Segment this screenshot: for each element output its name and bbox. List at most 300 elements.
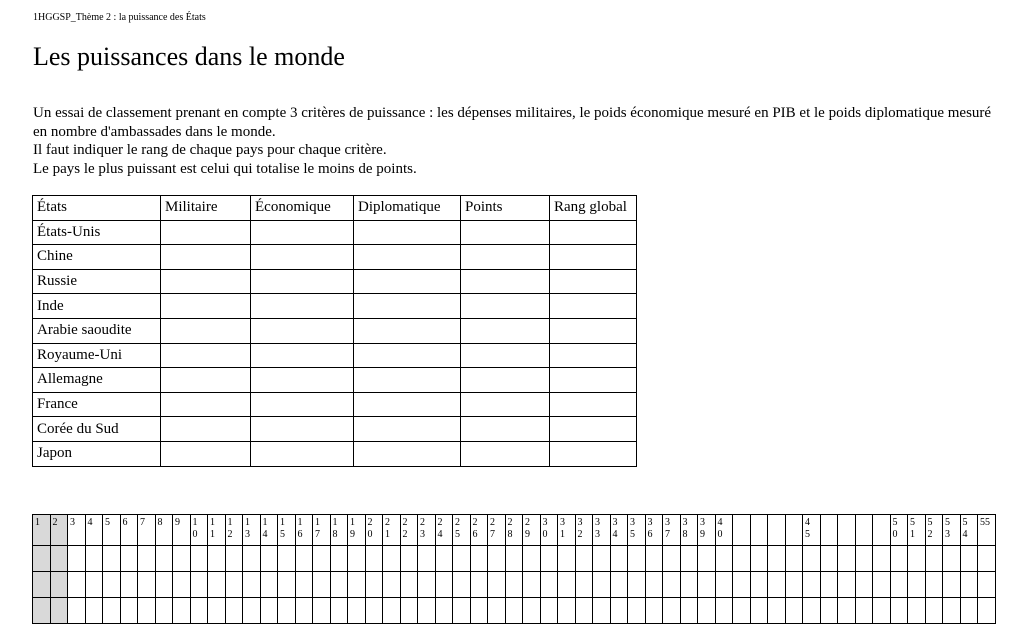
grid-number-cell [138,515,156,546]
rank-input-cell[interactable] [161,343,251,368]
grid-cell[interactable] [225,572,243,598]
grid-cell[interactable] [558,572,576,598]
grid-cell[interactable] [348,598,366,624]
country-name: Japon [33,441,161,466]
grid-number: 1 [35,517,40,528]
grid-cell[interactable] [663,546,681,572]
grid-cell[interactable] [173,546,191,572]
grid-cell[interactable] [960,546,978,572]
rank-input-cell[interactable] [550,417,637,442]
grid-number-cell [873,515,891,546]
grid-cell[interactable] [400,572,418,598]
grid-cell[interactable] [855,572,873,598]
rank-input-cell[interactable] [461,417,550,442]
grid-cell[interactable] [488,546,506,572]
grid-cell[interactable] [383,572,401,598]
rank-input-cell[interactable] [550,294,637,319]
grid-number: 12 [227,517,233,540]
grid-cell[interactable] [50,572,68,598]
grid-number-cell [645,515,663,546]
grid-cell[interactable] [873,598,891,624]
grid-cell[interactable] [873,572,891,598]
grid-number-cell [680,515,698,546]
grid-cell[interactable] [155,546,173,572]
grid-cell[interactable] [925,598,943,624]
rank-input-cell[interactable] [354,318,461,343]
page-title: Les puissances dans le monde [33,42,345,71]
rank-input-cell[interactable] [461,220,550,245]
grid-cell[interactable] [680,546,698,572]
grid-number-cell [348,515,366,546]
grid-cell[interactable] [313,546,331,572]
grid-cell[interactable] [750,572,768,598]
grid-cell[interactable] [348,572,366,598]
grid-cell[interactable] [890,572,908,598]
grid-cell[interactable] [750,598,768,624]
grid-cell[interactable] [978,546,996,572]
grid-cell[interactable] [680,598,698,624]
grid-number: 9 [175,517,180,528]
rank-input-cell[interactable] [251,245,354,270]
grid-cell[interactable] [610,598,628,624]
grid-cell[interactable] [593,572,611,598]
grid-cell[interactable] [908,598,926,624]
grid-cell[interactable] [768,546,786,572]
grid-cell[interactable] [208,572,226,598]
rank-input-cell[interactable] [550,441,637,466]
rank-input-cell[interactable] [161,441,251,466]
grid-cell[interactable] [260,598,278,624]
grid-cell[interactable] [785,546,803,572]
grid-cell[interactable] [575,598,593,624]
grid-number [786,515,803,517]
grid-cell[interactable] [418,572,436,598]
rank-input-cell[interactable] [161,269,251,294]
grid-cell[interactable] [453,546,471,572]
rank-input-cell[interactable] [461,343,550,368]
grid-number-cell [610,515,628,546]
grid-number-cell [505,515,523,546]
grid-cell[interactable] [820,546,838,572]
country-name: États-Unis [33,220,161,245]
grid-number: 25 [455,517,460,540]
rank-input-cell[interactable] [354,392,461,417]
grid-number: 15 [280,517,285,540]
grid-cell[interactable] [540,598,558,624]
grid-cell[interactable] [383,546,401,572]
grid-cell[interactable] [278,572,296,598]
grid-cell[interactable] [208,598,226,624]
grid-cell[interactable] [803,598,821,624]
grid-cell[interactable] [330,598,348,624]
grid-number: 54 [962,517,968,540]
country-name: France [33,392,161,417]
rank-input-cell[interactable] [461,441,550,466]
grid-number-cell [540,515,558,546]
grid-cell[interactable] [85,546,103,572]
rank-input-cell[interactable] [354,294,461,319]
grid-number-cell [365,515,383,546]
rank-input-cell[interactable] [161,245,251,270]
grid-cell[interactable] [820,598,838,624]
grid-number-cell [330,515,348,546]
grid-cell[interactable] [68,572,86,598]
rank-input-cell[interactable] [354,269,461,294]
grid-cell[interactable] [68,546,86,572]
grid-cell[interactable] [243,598,261,624]
grid-cell[interactable] [978,572,996,598]
grid-cell[interactable] [313,572,331,598]
rank-input-cell[interactable] [251,441,354,466]
grid-cell[interactable] [50,546,68,572]
table-row [33,417,637,442]
grid-cell[interactable] [785,598,803,624]
grid-cell[interactable] [103,546,121,572]
grid-number-cell [435,515,453,546]
ranking-table [32,195,637,467]
grid-cell[interactable] [838,572,856,598]
grid-cell[interactable] [715,546,733,572]
grid-cell[interactable] [470,546,488,572]
rank-input-cell[interactable] [161,392,251,417]
rank-input-cell[interactable] [161,220,251,245]
grid-cell[interactable] [505,546,523,572]
grid-cell[interactable] [453,572,471,598]
grid-number: 8 [157,517,163,528]
grid-number-cell [208,515,226,546]
grid-cell[interactable] [330,572,348,598]
rank-input-cell[interactable] [550,368,637,393]
grid-cell[interactable] [33,598,51,624]
intro-text [33,104,993,178]
grid-cell[interactable] [435,546,453,572]
grid-cell[interactable] [505,572,523,598]
grid-number: 32 [577,517,583,540]
rank-input-cell[interactable] [354,245,461,270]
grid-cell[interactable] [575,572,593,598]
grid-cell[interactable] [803,546,821,572]
grid-number: 13 [245,517,250,540]
grid-number: 35 [630,517,635,540]
grid-cell[interactable] [225,546,243,572]
grid-cell[interactable] [523,572,541,598]
grid-number [838,515,855,517]
grid-cell[interactable] [733,598,751,624]
grid-cell[interactable] [978,598,996,624]
grid-cell[interactable] [943,572,961,598]
rank-input-cell[interactable] [550,343,637,368]
grid-cell[interactable] [243,546,261,572]
grid-cell[interactable] [138,598,156,624]
grid-cell[interactable] [330,546,348,572]
grid-number-cell [908,515,926,546]
grid-cell[interactable] [155,598,173,624]
grid-cell[interactable] [173,572,191,598]
grid-cell[interactable] [365,572,383,598]
grid-cell[interactable] [173,598,191,624]
grid-cell[interactable] [645,546,663,572]
grid-cell[interactable] [523,546,541,572]
grid-cell[interactable] [400,598,418,624]
rank-input-cell[interactable] [251,368,354,393]
grid-cell[interactable] [908,546,926,572]
grid-cell[interactable] [768,598,786,624]
grid-cell[interactable] [33,572,51,598]
grid-cell[interactable] [400,546,418,572]
rank-input-cell[interactable] [550,318,637,343]
grid-cell[interactable] [838,546,856,572]
rank-input-cell[interactable] [251,294,354,319]
grid-number: 31 [560,517,565,540]
grid-cell[interactable] [645,572,663,598]
grid-number-cell [453,515,471,546]
rank-input-cell[interactable] [251,269,354,294]
rank-input-cell[interactable] [161,294,251,319]
rank-input-cell[interactable] [461,392,550,417]
grid-number-cell [470,515,488,546]
grid-cell[interactable] [190,572,208,598]
grid-number-cell [418,515,436,546]
grid-cell[interactable] [925,572,943,598]
rank-input-cell[interactable] [251,220,354,245]
grid-number [733,515,750,517]
grid-cell[interactable] [960,598,978,624]
grid-cell[interactable] [103,598,121,624]
grid-cell[interactable] [418,546,436,572]
grid-cell[interactable] [260,546,278,572]
rank-input-cell[interactable] [461,294,550,319]
grid-cell[interactable] [33,546,51,572]
grid-number-cell [225,515,243,546]
rank-input-cell[interactable] [251,392,354,417]
grid-cell[interactable] [85,572,103,598]
rank-input-cell[interactable] [161,368,251,393]
grid-cell[interactable] [190,546,208,572]
grid-cell[interactable] [120,572,138,598]
grid-cell[interactable] [120,546,138,572]
grid-cell[interactable] [488,572,506,598]
grid-cell[interactable] [155,572,173,598]
grid-number: 17 [315,517,320,540]
rank-input-cell[interactable] [550,392,637,417]
rank-input-cell[interactable] [251,343,354,368]
grid-number: 29 [525,517,530,540]
grid-cell[interactable] [103,572,121,598]
grid-cell[interactable] [610,572,628,598]
grid-number-cell [593,515,611,546]
grid-cell[interactable] [85,598,103,624]
country-name: Chine [33,245,161,270]
grid-number: 26 [472,517,478,540]
rank-input-cell[interactable] [161,417,251,442]
grid-cell[interactable] [855,546,873,572]
grid-number: 11 [210,517,215,540]
grid-cell[interactable] [470,572,488,598]
grid-cell[interactable] [383,598,401,624]
grid-cell[interactable] [768,572,786,598]
grid-cell[interactable] [488,598,506,624]
grid-number-cell [715,515,733,546]
rank-input-cell[interactable] [354,343,461,368]
grid-cell[interactable] [208,546,226,572]
intro-line: Le pays le plus puissant est celui qui totalise le moins de points. [33,160,417,177]
rank-input-cell[interactable] [550,220,637,245]
grid-number-cell [943,515,961,546]
grid-number: 30 [542,517,548,540]
grid-cell[interactable] [925,546,943,572]
grid-cell[interactable] [505,598,523,624]
grid-number-cell [978,515,996,546]
grid-cell[interactable] [523,598,541,624]
grid-number-cell [890,515,908,546]
grid-cell[interactable] [715,598,733,624]
grid-number: 23 [420,517,425,540]
grid-number-cell [243,515,261,546]
grid-number-cell [768,515,786,546]
country-name: Allemagne [33,368,161,393]
grid-cell[interactable] [785,572,803,598]
grid-cell[interactable] [295,572,313,598]
grid-cell[interactable] [190,598,208,624]
grid-number-cell [575,515,593,546]
grid-cell[interactable] [225,598,243,624]
grid-cell[interactable] [750,546,768,572]
grid-cell[interactable] [138,572,156,598]
rank-input-cell[interactable] [461,269,550,294]
grid-cell[interactable] [278,546,296,572]
grid-cell[interactable] [365,546,383,572]
grid-cell[interactable] [418,598,436,624]
grid-cell[interactable] [278,598,296,624]
grid-cell[interactable] [628,598,646,624]
rank-input-cell[interactable] [354,368,461,393]
grid-cell[interactable] [435,598,453,624]
grid-cell[interactable] [435,572,453,598]
column-header: Militaire [161,196,251,221]
grid-number [856,515,873,517]
grid-cell[interactable] [680,572,698,598]
grid-number-cell [523,515,541,546]
table-row [33,368,637,393]
grid-cell[interactable] [575,546,593,572]
grid-cell[interactable] [820,572,838,598]
grid-number-cell [33,515,51,546]
grid-number-row [33,515,996,546]
grid-cell[interactable] [50,598,68,624]
grid-cell[interactable] [960,572,978,598]
grid-cell[interactable] [663,598,681,624]
rank-input-cell[interactable] [354,220,461,245]
grid-row [33,546,996,572]
grid-cell[interactable] [698,598,716,624]
ranking-header-row [33,196,637,221]
grid-cell[interactable] [138,546,156,572]
grid-number: 39 [700,517,705,540]
rank-input-cell[interactable] [550,245,637,270]
grid-cell[interactable] [593,546,611,572]
rank-input-cell[interactable] [354,441,461,466]
grid-cell[interactable] [943,598,961,624]
grid-cell[interactable] [243,572,261,598]
rank-input-cell[interactable] [354,417,461,442]
grid-number: 22 [402,517,408,540]
grid-cell[interactable] [610,546,628,572]
grid-cell[interactable] [260,572,278,598]
grid-cell[interactable] [470,598,488,624]
grid-cell[interactable] [295,598,313,624]
grid-number-cell [68,515,86,546]
grid-cell[interactable] [68,598,86,624]
grid-number-cell [85,515,103,546]
table-row [33,441,637,466]
grid-cell[interactable] [120,598,138,624]
grid-number: 28 [507,517,513,540]
grid-cell[interactable] [715,572,733,598]
grid-cell[interactable] [593,598,611,624]
rank-input-cell[interactable] [251,417,354,442]
grid-cell[interactable] [733,546,751,572]
grid-cell[interactable] [855,598,873,624]
grid-cell[interactable] [890,546,908,572]
grid-cell[interactable] [908,572,926,598]
grid-cell[interactable] [540,546,558,572]
grid-cell[interactable] [295,546,313,572]
grid-cell[interactable] [645,598,663,624]
grid-number: 24 [437,517,443,540]
table-row [33,318,637,343]
grid-cell[interactable] [453,598,471,624]
country-name: Royaume-Uni [33,343,161,368]
grid-number: 20 [367,517,373,540]
rank-input-cell[interactable] [461,368,550,393]
grid-row [33,572,996,598]
grid-cell[interactable] [348,546,366,572]
grid-cell[interactable] [733,572,751,598]
grid-number: 5 [105,517,110,528]
grid-cell[interactable] [663,572,681,598]
rank-input-cell[interactable] [550,269,637,294]
grid-cell[interactable] [365,598,383,624]
grid-cell[interactable] [803,572,821,598]
grid-number: 27 [490,517,495,540]
grid-cell[interactable] [943,546,961,572]
grid-number-cell [278,515,296,546]
grid-cell[interactable] [698,546,716,572]
rank-input-cell[interactable] [461,245,550,270]
grid-cell[interactable] [558,546,576,572]
table-row [33,392,637,417]
grid-cell[interactable] [838,598,856,624]
grid-number-cell [925,515,943,546]
grid-cell[interactable] [873,546,891,572]
rank-input-cell[interactable] [461,318,550,343]
rank-input-cell[interactable] [161,318,251,343]
grid-number-cell [295,515,313,546]
grid-cell[interactable] [313,598,331,624]
grid-cell[interactable] [628,572,646,598]
rank-input-cell[interactable] [251,318,354,343]
grid-cell[interactable] [628,546,646,572]
grid-number-cell [785,515,803,546]
grid-cell[interactable] [698,572,716,598]
grid-cell[interactable] [890,598,908,624]
grid-number-cell [750,515,768,546]
grid-number-cell [400,515,418,546]
grid-cell[interactable] [558,598,576,624]
grid-cell[interactable] [540,572,558,598]
grid-number [751,515,768,517]
grid-number-cell [155,515,173,546]
